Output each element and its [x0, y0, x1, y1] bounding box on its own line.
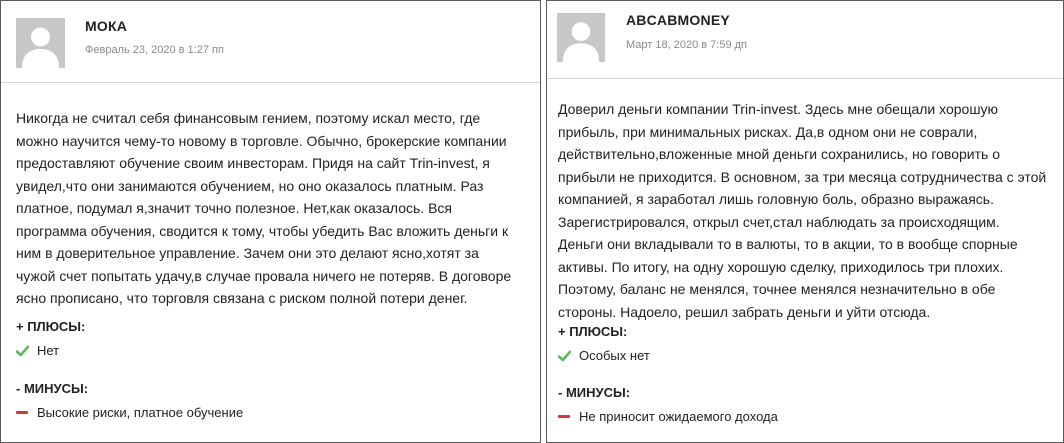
cons-title: - МИНУСЫ: [16, 381, 89, 396]
check-icon [16, 345, 29, 357]
pros-item [558, 348, 650, 363]
pros-title: + ПЛЮСЫ: [16, 319, 86, 334]
comment-text: Никогда не считал себя финансовым гением, поэтому искал место, где можно научится чему-то новому в торговле. Обычно, брокерские компании предоставляют обучение своим инвесторам. Придя на сайт Trin-invest, я увидел,что они занимаются обучением, но оно оказалось платным. Раз платное, подумал я,значит точно полезное. Нет,как оказалось. Вся программа обучения, сводится к тому, чтобы убедить Вас вложить деньги к ним в доверительное управление. Зачем они это делают ясно,хотят за чужой счет попытать удачу,в случае провала ничего не потеряв. В договоре ясно прописано, что торговля связана с риском полной потери денег. [16, 110, 512, 306]
author-name[interactable]: МОКА [85, 18, 128, 34]
avatar [16, 18, 65, 68]
dash-icon [558, 415, 570, 418]
cons-item [558, 409, 778, 424]
check-icon [558, 350, 571, 362]
cons-text: Высокие риски, платное обучение [37, 405, 244, 420]
pros-text: Нет [37, 343, 60, 358]
review-header [1, 1, 540, 83]
cons-title: - МИНУСЫ: [558, 385, 631, 400]
dash-icon [16, 411, 28, 414]
pros-title: + ПЛЮСЫ: [558, 324, 628, 339]
cons-text: Не приносит ожидаемого дохода [579, 409, 778, 424]
author-name[interactable]: ABCABMONEY [626, 12, 730, 28]
comment-date[interactable]: Февраль 23, 2020 в 1:27 пп [85, 44, 224, 56]
pros-item [16, 343, 59, 358]
cons-item [16, 405, 243, 420]
comment-date[interactable]: Март 18, 2020 в 7:59 дп [626, 39, 747, 51]
avatar [557, 13, 605, 62]
comment-text: Доверил деньги компании Trin-invest. Здесь мне обещали хорошую прибыль, при минимальных рисках. Да,в одном они не соврали, действительно,вложенные мной деньги сохранились, но говорить о прибыли не приходится. В основном, за три месяца сотрудничества с этой компанией, я заработал лишь головную боль, образно выражаясь. Зарегистрировался, открыл счет,стал наблюдать за происходящим. Деньги они вкладывали то в валюты, то в акции, то в вообще спорные активы. По итогу, на одну хорошую сделку, приходилось три плохих. Поэтому, баланс не менялся, точнее менялся незначительно в обе стороны. Надоело, решил забрать деньги и уйти отсюда. [558, 101, 1047, 320]
user-silhouette-icon [557, 13, 605, 62]
review-header [547, 1, 1063, 79]
user-silhouette-icon [16, 18, 65, 68]
review-card [546, 0, 1064, 443]
pros-text: Особых нет [579, 348, 650, 363]
